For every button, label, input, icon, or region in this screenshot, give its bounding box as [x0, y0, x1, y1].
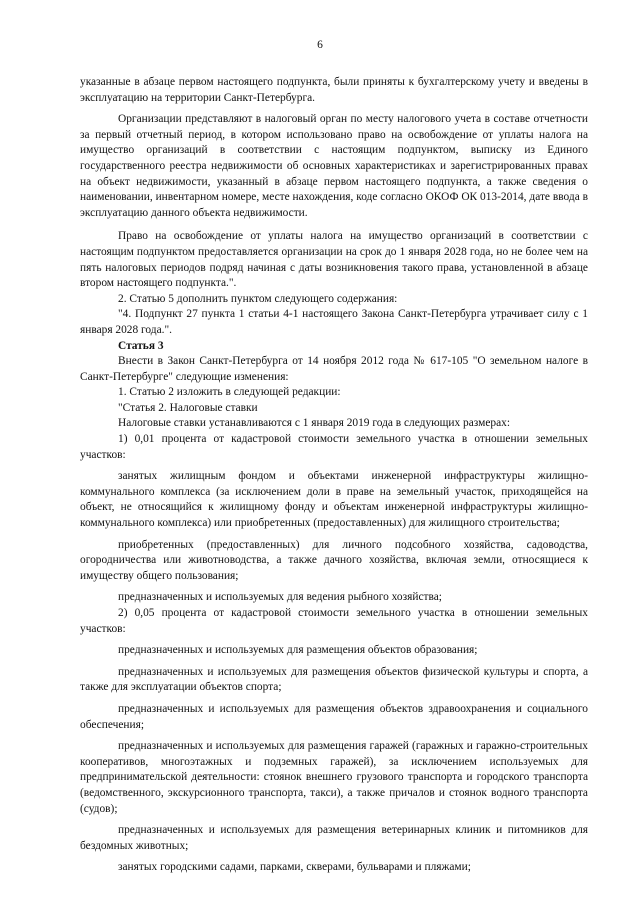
article-3-intro: Внести в Закон Санкт-Петербурга от 14 ноября 2012 года № 617-105 "О земельном налоге в Санкт-Петербурге" следующие изменения:: [80, 355, 588, 383]
rate-005-healthcare: предназначенных и используемых для размещения объектов здравоохранения и социального обеспечения;: [80, 702, 588, 731]
rate-005-education: предназначенных и используемых для размещения объектов образования;: [118, 644, 478, 657]
rate-005-veterinary: предназначенных и используемых для размещения ветеринарных клиник и питомников для бездомных животных;: [80, 824, 588, 852]
rate-001-housing: занятых жилищным фондом и объектами инженерной инфраструктуры жилищно-коммунального комплекса (за исключением доли в праве на земельный участок, приходящейся на объект, не относящийся к жилищному фонду и объектам инженерной инфраструктуры жилищно-коммунального комплекса) или приобретенных (предоставленных) для жилищного строительства;: [80, 470, 588, 530]
paragraph-continuation: указанные в абзаце первом настоящего подпункта, были приняты к бухгалтерскому учету и введены в эксплуатацию на территории Санкт-Петербурга.: [80, 76, 588, 104]
article-3-item-1: 1. Статью 2 изложить в следующей редакции:: [118, 386, 341, 399]
rate-005-header: 2) 0,05 процента от кадастровой стоимости земельного участка в отношении земельных участков:: [80, 607, 588, 635]
rate-001-header: 1) 0,01 процента от кадастровой стоимости земельного участка в отношении земельных участков:: [80, 433, 588, 461]
article-3-heading: Статья 3: [118, 339, 164, 352]
rate-005-sport: предназначенных и используемых для размещения объектов физической культуры и спорта, а также для эксплуатации объектов спорта;: [80, 665, 588, 694]
rate-005-gardens-parks: занятых городскими садами, парками, скверами, бульварами и пляжами;: [118, 861, 471, 874]
rate-005-garages: предназначенных и используемых для размещения гаражей (гаражных и гаражно-строительных кооперативов, многоэтажных и подземных гаражей), за исключением используемых для предпринимательской деятельности: стоянок внешнего грузового транспорта и городского транспорта (ведомственного, экскурсионного транспорта, такси), а также причалов и стоянок водного транспорта (судов);: [80, 740, 588, 815]
paragraph-reporting: Организации представляют в налоговый орган по месту налогового учета в составе отчетности за первый отчетный период, в котором использовано право на освобождение от уплаты налога на имущество организаций в соответствии с настоящим подпунктом, выписку из Единого государственного реестра недвижимости об основных характеристиках и зарегистрированных правах на объект недвижимости, указанный в абзаце первом настоящего подпункта, а также сведения о наименовании, инвентарном номере, месте нахождения, коде согласно ОКОФ ОК 013-2014, дате ввода в эксплуатацию данного объекта недвижимости.: [80, 113, 588, 219]
paragraph-amend-article-5: 2. Статью 5 дополнить пунктом следующего содержания:: [118, 292, 398, 305]
rate-001-gardening: приобретенных (предоставленных) для личного подсобного хозяйства, садоводства, огородничества или животноводства, а также дачного хозяйства, включая земли, относящиеся к имуществу общего пользования;: [80, 538, 588, 582]
paragraph-exemption-term: Право на освобождение от уплаты налога на имущество организаций в соответствии с настоящим подпунктом предоставляется организации на срок до 1 января 2028 года, но не более чем на пять налоговых периодов подряд начиная с даты возникновения такого права, установленной в абзаце втором настоящего подпункта.".: [80, 230, 588, 290]
rate-001-fishery: предназначенных и используемых для ведения рыбного хозяйства;: [118, 591, 442, 604]
paragraph-new-point-4: "4. Подпункт 27 пункта 1 статьи 4-1 настоящего Закона Санкт-Петербурга утрачивает силу с 1 января 2028 года.".: [80, 308, 588, 336]
tax-rates-intro: Налоговые ставки устанавливаются с 1 января 2019 года в следующих размерах:: [118, 417, 511, 430]
page-number: 6: [317, 39, 323, 51]
article-2-title: "Статья 2. Налоговые ставки: [118, 401, 258, 414]
document-body: [80, 75, 588, 876]
